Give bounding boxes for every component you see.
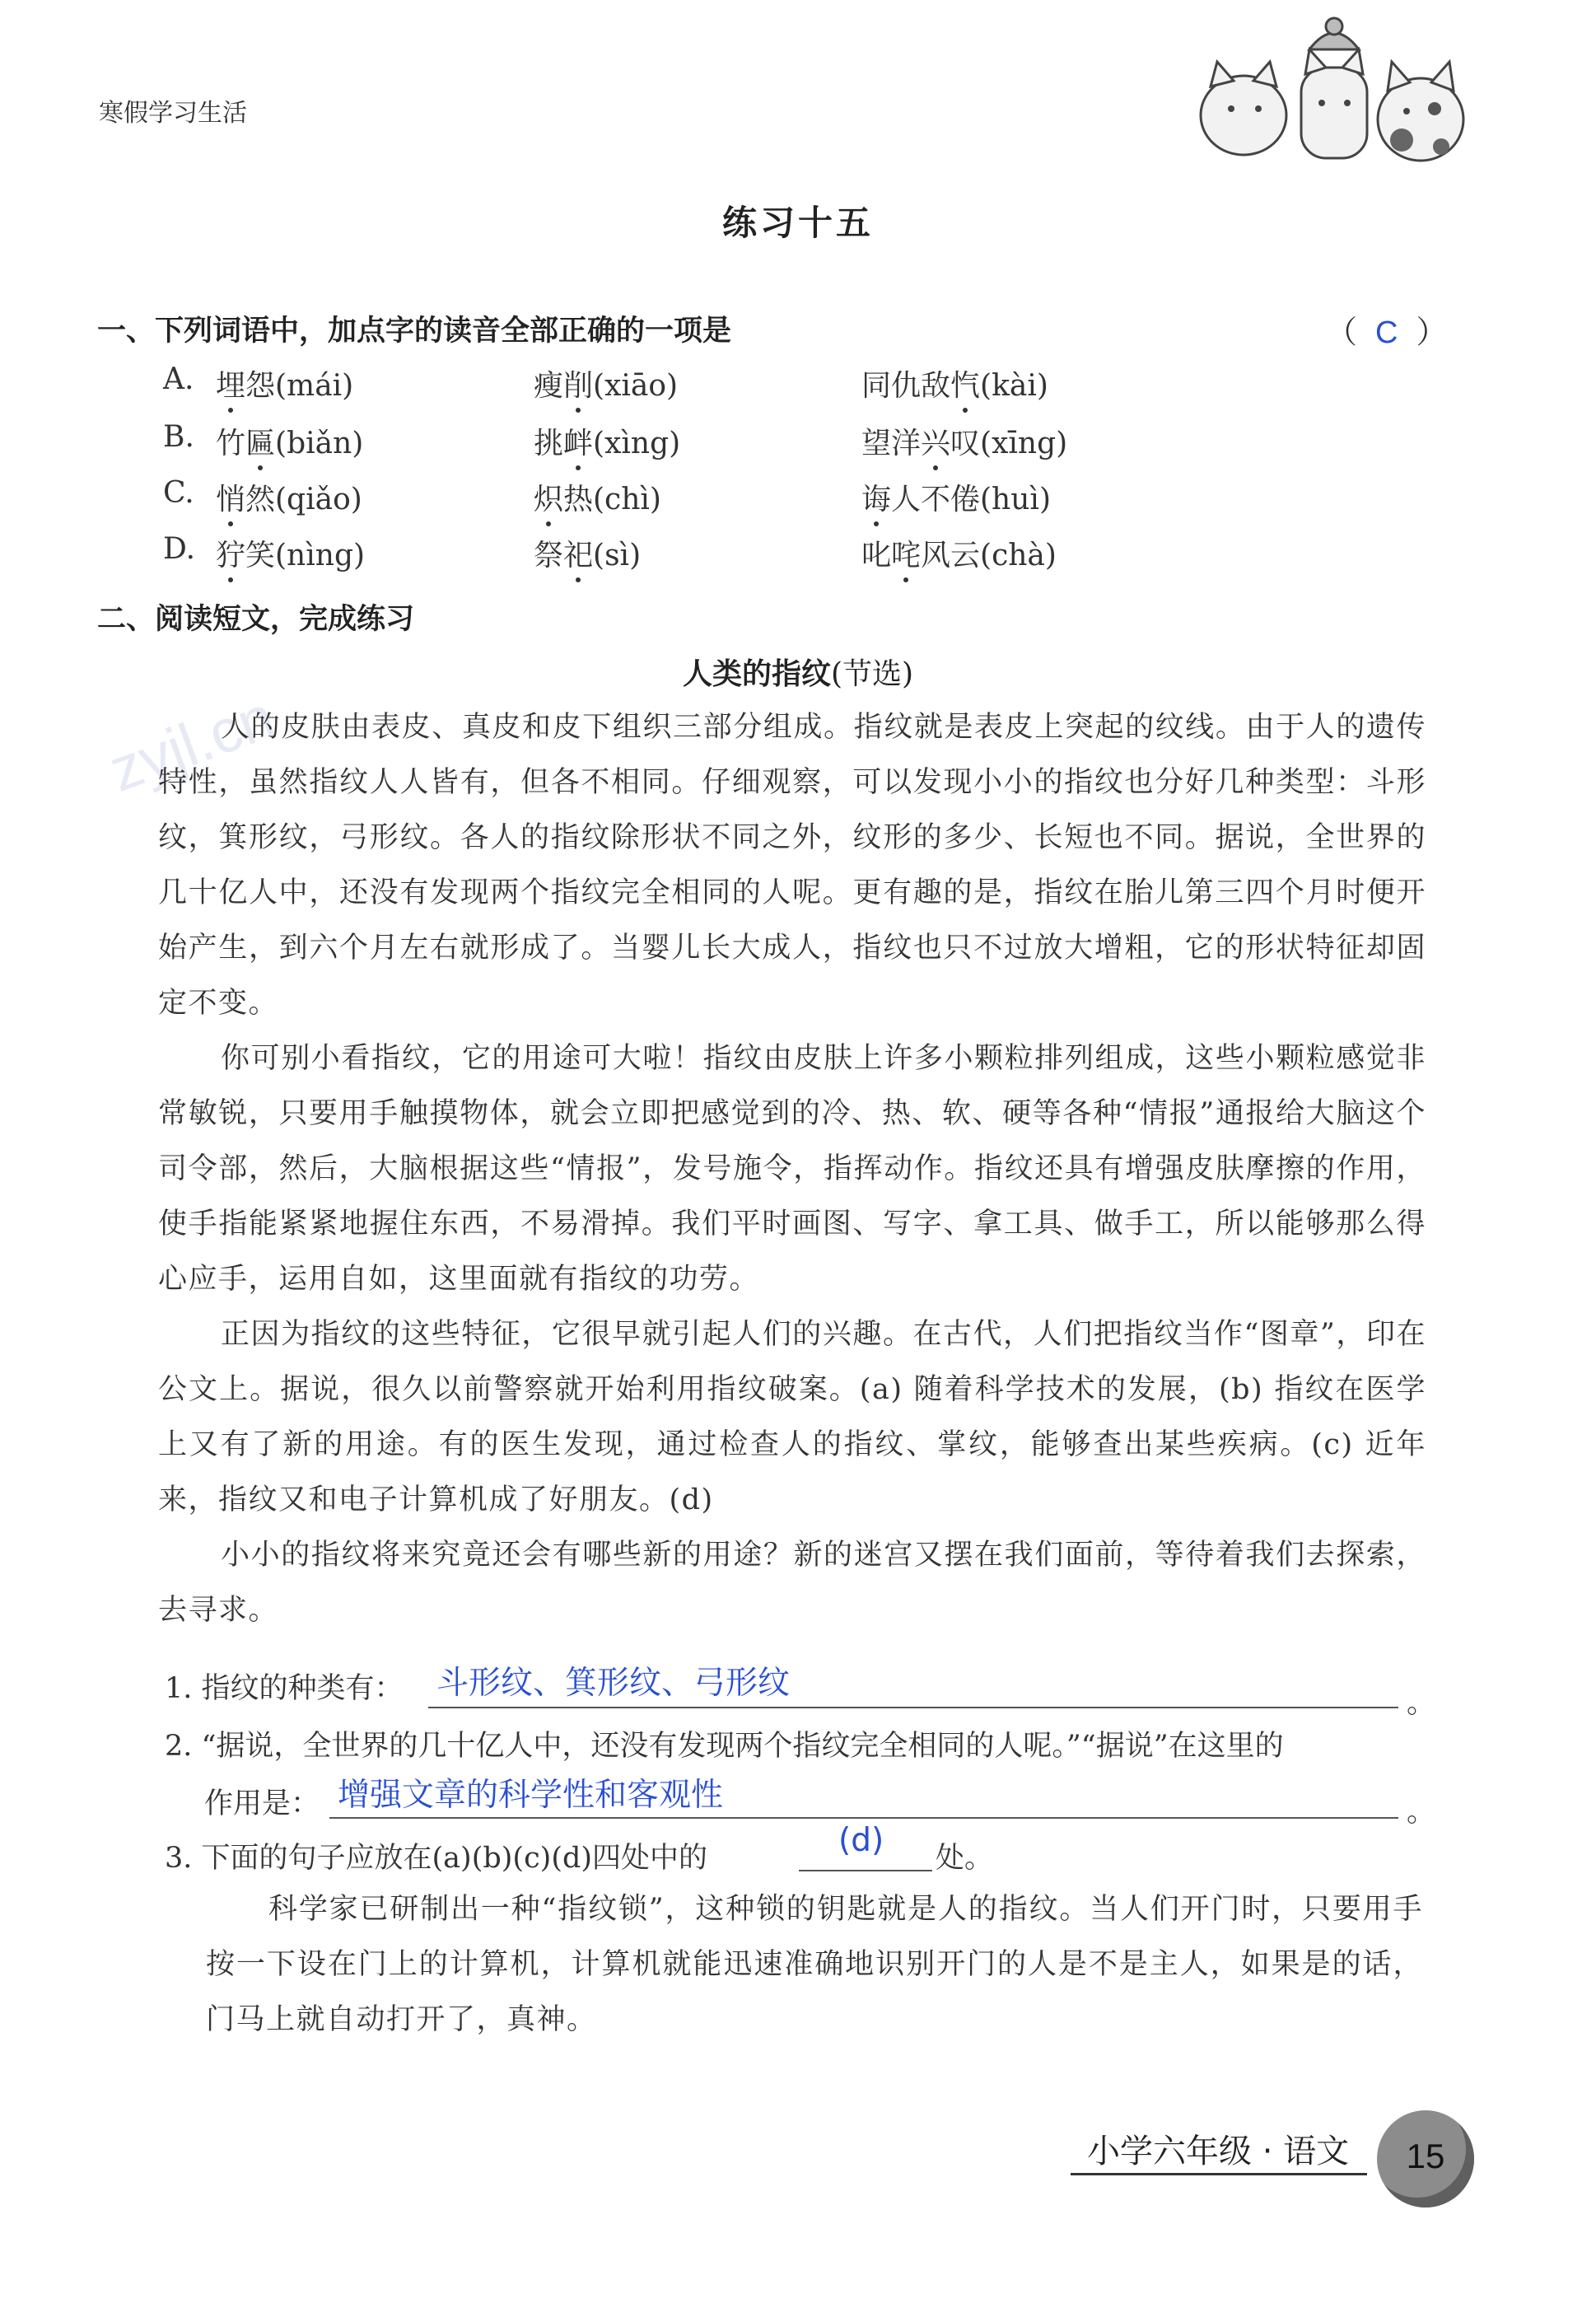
q1-answer: 斗形纹、箕形纹、弓形纹: [436, 1665, 791, 1702]
paragraph: 小小的指纹将来究竟还会有哪些新的用途？新的迷宫又摆在我们面前，等待着我们去探索，去寻求。: [158, 1539, 1426, 1627]
word-suffix: 然(qiǎo): [245, 483, 362, 516]
option-label: B.: [163, 420, 194, 454]
option-label: A.: [163, 362, 194, 396]
dotted-character: 悄: [216, 483, 246, 516]
word-suffix: 人不倦(huì): [891, 483, 1051, 516]
option-label: D.: [163, 532, 196, 566]
option-label: C.: [163, 476, 194, 510]
option-word: [861, 476, 1051, 518]
q1-end: 。: [1407, 1687, 1436, 1720]
word-prefix: 叱: [861, 539, 892, 572]
book-title: 寒假学习生活: [99, 99, 247, 128]
word-prefix: 同仇敌: [861, 369, 951, 403]
option-word: [534, 420, 680, 462]
article-title: [0, 651, 1596, 693]
word-suffix: (kài): [980, 369, 1048, 403]
paragraph: 你可别小看指纹，它的用途可大啦！指纹由皮肤上许多小颗粒排列组成，这些小颗粒感觉非常敏锐，只要用手触摸物体，就会立即把感觉到的冷、热、软、硬等各种“情报”通报给大脑这个司令部，然后，大脑根据这些“情报”，发号施令，指挥动作。指纹还具有增强皮肤摩擦的作用，使手指能紧紧地握住东西，不易滑掉。我们平时画图、写字、拿工具、做手工，所以能够那么得心应手，运用自如，这里面就有指纹的功劳。: [158, 1042, 1426, 1296]
option-word: [534, 532, 641, 574]
q3-sentence-block: [206, 1882, 1423, 2048]
footer-rule: [1071, 2173, 1367, 2175]
cats-illustration: [1186, 16, 1482, 165]
handwritten-answer: C: [1375, 315, 1398, 350]
word-suffix: 热(chì): [563, 483, 661, 516]
q1-text: 1. 指纹的种类有：: [165, 1672, 404, 1705]
paragraph: 人的皮肤由表皮、真皮和皮下组织三部分组成。指纹就是表皮上突起的纹线。由于人的遗传特性，虽然指纹人人皆有，但各不相同。仔细观察，可以发现小小的指纹也分好几种类型：斗形纹，箕形纹，弓形纹。各人的指纹除形状不同之外，纹形的多少、长短也不同。据说，全世界的几十亿人中，还没有发现两个指纹完全相同的人呢。更有趣的是，指纹在胎儿第三四个月时便开始产生，到六个月左右就形成了。当婴儿长大成人，指纹也只不过放大增粗，它的形状特征却固定不变。: [158, 711, 1426, 1020]
question-2: 2. “据说，全世界的几十亿人中，还没有发现两个指纹完全相同的人呢。”“据说”在这里的: [165, 1730, 1284, 1763]
word-suffix: 风云(chà): [921, 539, 1057, 572]
section2-prompt: 二、阅读短文，完成练习: [97, 603, 415, 636]
dotted-character: 削: [563, 369, 594, 403]
word-prefix: 望洋: [861, 427, 922, 460]
dotted-character: 衅: [563, 427, 594, 460]
dotted-character: 咤: [891, 539, 922, 572]
paren-open: （: [1326, 314, 1358, 350]
word-suffix: 叹(xīng): [950, 427, 1068, 460]
q2-prefix: 作用是：: [204, 1787, 320, 1820]
question-1: [165, 1666, 404, 1707]
page-number: 15: [1406, 2137, 1445, 2175]
word-suffix: (sì): [593, 539, 642, 572]
option-word: [216, 532, 365, 574]
word-suffix: (biǎn): [275, 427, 364, 460]
q2-answer: 增强文章的科学性和客观性: [338, 1777, 724, 1814]
word-suffix: (xìng): [593, 427, 681, 460]
q3-end: 处。: [936, 1842, 994, 1875]
article-title-text: 人类的指纹: [682, 657, 831, 691]
answer-box: [1326, 306, 1447, 352]
q2-underline: [329, 1817, 1398, 1819]
dotted-character: 祀: [563, 539, 594, 572]
paren-close: ）: [1416, 314, 1448, 350]
word-prefix: 挑: [534, 427, 564, 460]
grade-subject-label: 小学六年级 · 语文: [1087, 2133, 1350, 2170]
dotted-character: 狞: [216, 539, 246, 572]
word-prefix: 竹: [216, 427, 246, 460]
option-word: [861, 362, 1048, 404]
word-suffix: 怨(mái): [245, 369, 354, 403]
exercise-title: 练习十五: [721, 203, 874, 243]
dotted-character: 兴: [921, 427, 951, 460]
q2-end: 。: [1407, 1796, 1436, 1829]
word-prefix: 瘦: [534, 369, 564, 403]
dotted-character: 炽: [534, 483, 564, 516]
dotted-character: 忾: [950, 369, 981, 403]
article-note: (节选): [830, 657, 914, 691]
option-word: [861, 532, 1057, 574]
option-word: [216, 476, 362, 518]
section1-prompt: 一、下列词语中，加点字的读音全部正确的一项是: [97, 315, 732, 348]
word-prefix: 祭: [534, 539, 564, 572]
watermark: zyjl.cn: [100, 682, 283, 805]
option-word: [216, 420, 363, 462]
q3-sentence: 科学家已研制出一种“指纹锁”，这种锁的钥匙就是人的指纹。当人们开门时，只要用手按一下设在门上的计算机，计算机就能迅速准确地识别开门的人是不是主人，如果是的话，门马上就自动打开了，真神。: [206, 1893, 1423, 2036]
option-word: [534, 362, 678, 404]
q3-underline: [799, 1870, 932, 1871]
word-suffix: (xiāo): [593, 369, 679, 403]
option-word: [534, 476, 661, 518]
option-word: [861, 420, 1067, 462]
dotted-character: 匾: [245, 427, 276, 460]
question-3: 3. 下面的句子应放在(a)(b)(c)(d)四处中的: [165, 1842, 708, 1875]
article-body: [158, 700, 1426, 1638]
paragraph: 正因为指纹的这些特征，它很早就引起人们的兴趣。在古代，人们把指纹当作“图章”，印在公文上。据说，很久以前警察就开始利用指纹破案。(a) 随着科学技术的发展，(b) 指纹在医学上又有了新的用途。有的医生发现，通过检查人的指纹、掌纹，能够查出某些疾病。(c) 近年来，指纹又和电子计算机成了好朋友。(d): [158, 1318, 1426, 1516]
word-suffix: 笑(nìng): [245, 539, 366, 572]
q1-underline: [428, 1707, 1398, 1708]
q3-answer: (d): [838, 1822, 884, 1859]
option-word: [216, 362, 353, 404]
dotted-character: 诲: [861, 483, 892, 516]
dotted-character: 埋: [216, 369, 246, 403]
